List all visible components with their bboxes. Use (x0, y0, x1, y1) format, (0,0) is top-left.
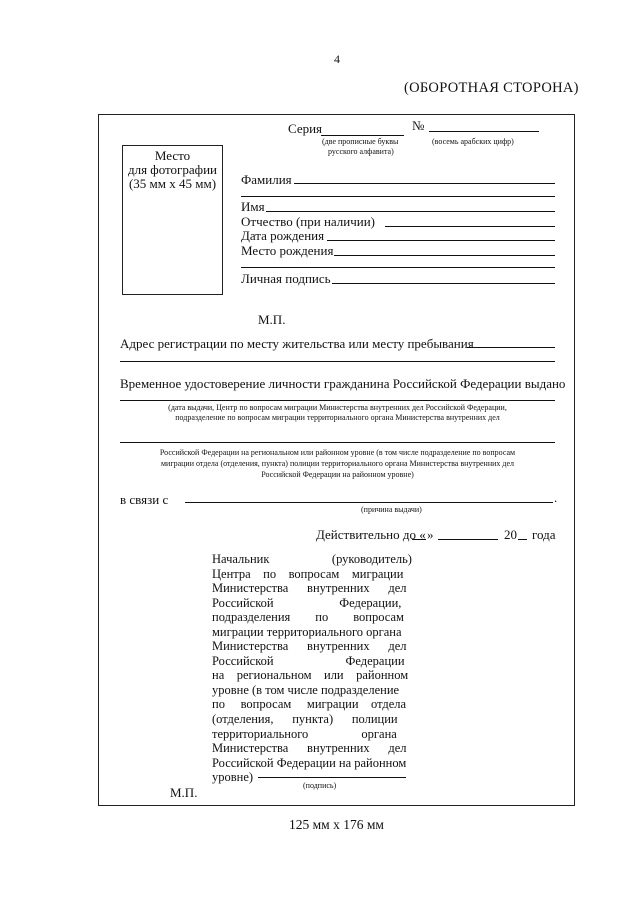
chief-line: Министерства внутренних дел (212, 639, 407, 654)
valid-suffix: года (532, 527, 556, 542)
issued-field[interactable] (120, 400, 555, 401)
issued-hint-4: миграции отдела (отделения, пункта) полиции территориального органа Министерства внутренних дел (160, 459, 515, 468)
chief-line: Министерства внутренних дел (212, 581, 407, 596)
chief-line: Российской Федерации (212, 653, 405, 668)
series-hint-2: русского алфавита) (328, 147, 394, 156)
chief-line: подразделения по вопросам (212, 610, 404, 625)
chief-line: Министерства внутренних дел (212, 741, 407, 756)
page-number: 4 (334, 52, 340, 66)
photo-placeholder (122, 145, 223, 295)
chief-line: на региональном или районном (212, 668, 409, 683)
chief-line: (отделения, пункта) полиции (212, 712, 398, 727)
birth-date-field[interactable] (327, 240, 555, 241)
issued-hint-3: Российской Федерации на региональном или районном уровне (в том числе подразделение по вопросам (159, 448, 516, 457)
issued-field-extra[interactable] (120, 442, 555, 443)
chief-line: миграции территориального органа (212, 624, 402, 639)
surname-label: Фамилия (241, 172, 292, 187)
chief-line: по вопросам миграции отдела (212, 697, 407, 712)
valid-year-prefix: 20 (504, 527, 517, 542)
size-caption: 125 мм х 176 мм (289, 817, 384, 832)
side-label: (ОБОРОТНАЯ СТОРОНА) (404, 80, 579, 96)
number-hint: (восемь арабских цифр) (432, 137, 514, 146)
series-field[interactable] (321, 135, 404, 136)
number-label: № (412, 118, 425, 133)
reason-field[interactable] (185, 502, 553, 503)
chief-line: Начальник (руководитель) (212, 552, 412, 566)
reason-label: в связи с (120, 492, 169, 507)
reason-end: . (554, 490, 558, 505)
valid-month-field[interactable] (438, 539, 498, 540)
series-label: Серия (288, 121, 323, 136)
birth-place-field[interactable] (334, 255, 555, 256)
surname-field[interactable] (294, 183, 555, 184)
valid-day-field[interactable] (412, 539, 426, 540)
issued-hint-1: (дата выдачи, Центр по вопросам миграции Министерства внутренних дел Российской Федерации, (168, 403, 507, 412)
issued-hint-5: Российской Федерации на районном уровне) (261, 470, 414, 479)
birth-place-label: Место рождения (241, 243, 334, 258)
signature-hint: (подпись) (303, 781, 337, 790)
photo-label-line2: для фотографии (127, 162, 218, 177)
valid-mid: » (427, 527, 434, 542)
valid-year-field[interactable] (518, 539, 527, 540)
birth-date-label: Дата рождения (241, 228, 325, 243)
patronymic-field[interactable] (385, 226, 555, 227)
name-field[interactable] (266, 211, 555, 212)
signature-label: Личная подпись (241, 271, 331, 286)
address-field-extra[interactable] (120, 361, 555, 362)
issued-hint-2: подразделение по вопросам миграции территориального органа Министерства внутренних дел (175, 413, 500, 422)
chief-line: Российской Федерации на районном (212, 755, 407, 770)
series-hint-1: (две прописные буквы (322, 137, 399, 146)
number-field[interactable] (429, 131, 539, 132)
photo-label-line3: (35 мм х 45 мм) (128, 176, 217, 191)
signature-field[interactable] (332, 283, 555, 284)
stamp-top: М.П. (258, 312, 286, 327)
chief-line: Центра по вопросам миграции (212, 566, 404, 581)
chief-line: территориального органа (212, 726, 397, 741)
patronymic-label: Отчество (при наличии) (241, 214, 376, 229)
surname-field-extra[interactable] (241, 196, 555, 197)
chief-line: уровне) (212, 770, 254, 785)
address-label: Адрес регистрации по месту жительства или месту пребывания (120, 336, 474, 351)
reason-hint: (причина выдачи) (361, 505, 422, 514)
chief-signature-field[interactable] (258, 777, 406, 778)
chief-line: уровне (в том числе подразделение (212, 682, 400, 697)
address-field[interactable] (467, 347, 555, 348)
birth-place-field-extra[interactable] (241, 267, 555, 268)
name-label: Имя (241, 199, 265, 214)
chief-title-block (212, 552, 414, 785)
chief-line: Российской Федерации, (212, 595, 402, 610)
photo-label-line1: Место (154, 148, 191, 163)
stamp-bottom: М.П. (170, 785, 198, 800)
issued-label: Временное удостоверение личности гражданина Российской Федерации выдано (120, 376, 566, 391)
valid-prefix: Действительно до « (316, 527, 426, 542)
